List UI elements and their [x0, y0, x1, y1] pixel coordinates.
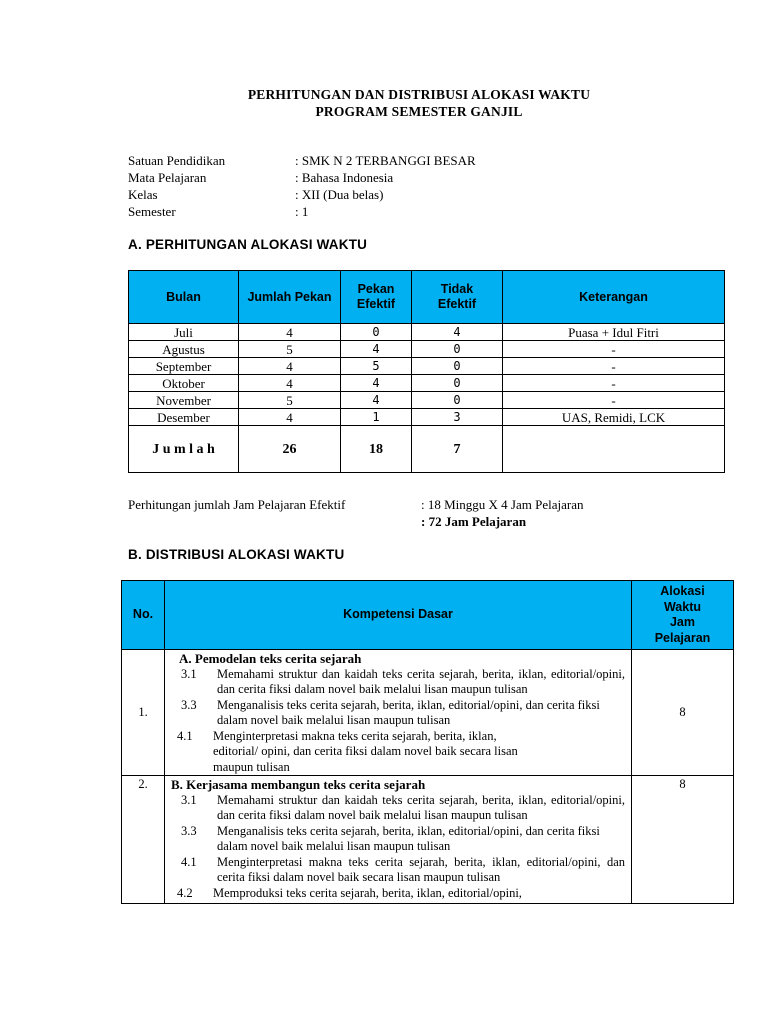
header-kompetensi: Kompetensi Dasar [165, 581, 632, 650]
allocation-table [128, 270, 725, 473]
cell-efektif: 4 [341, 375, 412, 392]
total-label: J u m l a h [129, 426, 239, 473]
table-header-row [129, 271, 725, 324]
cell-bulan: September [129, 358, 239, 375]
header-jumlah-pekan: Jumlah Pekan [239, 271, 341, 324]
table-row [129, 375, 725, 392]
table-row [129, 324, 725, 341]
cell-bulan: Oktober [129, 375, 239, 392]
effective-line1: : 18 Minggu X 4 Jam Pelajaran [421, 497, 584, 512]
cell-jumlah: 4 [239, 358, 341, 375]
cell-tidak: 0 [412, 392, 503, 409]
cell-efektif: 4 [341, 392, 412, 409]
cell-jumlah: 4 [239, 409, 341, 426]
cell-efektif: 0 [341, 324, 412, 341]
info-label: Mata Pelajaran [128, 170, 207, 185]
info-value: : XII (Dua belas) [295, 187, 384, 202]
kd-text: Menganalisis teks cerita sejarah, berita, iklan, editorial/opini, dan cerita fiksi dalam novel baik melalui lisan maupun tulisan [217, 823, 600, 853]
effective-total-row [128, 514, 688, 531]
info-label: Semester [128, 204, 176, 219]
cell-jumlah: 4 [239, 324, 341, 341]
cell-bulan: November [129, 392, 239, 409]
total-efektif: 18 [341, 426, 412, 473]
header-alokasi-line: Pelajaran [654, 630, 711, 645]
cell-tidak: 3 [412, 409, 503, 426]
cell-tidak: 4 [412, 324, 503, 341]
table-row [129, 341, 725, 358]
kd-number: 4.1 [181, 854, 197, 869]
section-b-heading: B. DISTRIBUSI ALOKASI WAKTU [128, 547, 345, 562]
kd-number: 3.1 [181, 792, 197, 807]
cell-keterangan: - [503, 341, 725, 358]
kd-text: Menginterpretasi makna teks cerita sejarah, berita, iklan, editorial/opini, dan cerita fiksi dalam novel baik secara lisan maupun tulisan [217, 854, 625, 884]
cell-keterangan: UAS, Remidi, LCK [503, 409, 725, 426]
table-row [129, 409, 725, 426]
total-keterangan [503, 426, 725, 473]
kd-number: 3.3 [181, 697, 197, 712]
cell-tidak: 0 [412, 375, 503, 392]
cell-jumlah: 4 [239, 375, 341, 392]
table-row [122, 650, 734, 776]
header-keterangan: Keterangan [503, 271, 725, 324]
header-alokasi-line: Waktu [663, 599, 702, 614]
kd-number: 3.1 [181, 666, 197, 681]
total-tidak: 7 [412, 426, 503, 473]
info-row-satuan [128, 153, 628, 170]
kd-text: Memahami struktur dan kaidah teks cerita sejarah, berita, iklan, editorial/opini, dan cerita fiksi dalam novel baik melalui lisan maupun tulisan [217, 666, 625, 696]
cell-jumlah: 5 [239, 392, 341, 409]
cell-efektif: 1 [341, 409, 412, 426]
header-bulan: Bulan [129, 271, 239, 324]
kd-text: Menginterpretasi makna teks cerita sejarah, berita, iklan, editorial/ opini, dan cerita fiksi dalam novel baik secara lisan maupun tulisan [213, 728, 518, 774]
cell-no: 1. [122, 650, 165, 776]
table-row [129, 358, 725, 375]
info-row-kelas [128, 187, 628, 204]
kd-number: 4.1 [177, 728, 193, 743]
cell-tidak: 0 [412, 341, 503, 358]
cell-kompetensi [165, 776, 632, 904]
kd-item [165, 729, 631, 776]
cell-bulan: Juli [129, 324, 239, 341]
header-pekan-efektif-text: Pekan Efektif [356, 282, 396, 311]
cell-alokasi: 8 [632, 776, 734, 904]
cell-kompetensi [165, 650, 632, 776]
kd-item [165, 824, 631, 855]
header-tidak-efektif [412, 271, 503, 324]
effective-line2: : 72 Jam Pelajaran [421, 514, 527, 529]
cell-bulan: Desember [129, 409, 239, 426]
cell-keterangan: - [503, 358, 725, 375]
info-value: : SMK N 2 TERBANGGI BESAR [295, 153, 476, 168]
kd-item [165, 886, 631, 902]
kd-item [165, 667, 631, 698]
header-alokasi-line: Jam [669, 615, 696, 629]
info-row-semester [128, 204, 628, 221]
kd-number: 3.3 [181, 823, 197, 838]
info-label: Satuan Pendidikan [128, 153, 226, 168]
document-title-line1: PERHITUNGAN DAN DISTRIBUSI ALOKASI WAKTU [247, 87, 591, 102]
info-value: : Bahasa Indonesia [295, 170, 394, 185]
cell-tidak: 0 [412, 358, 503, 375]
kd-item [165, 793, 631, 824]
cell-no: 2. [122, 776, 165, 904]
document-title-line2: PROGRAM SEMESTER GANJIL [315, 104, 523, 119]
info-value: : 1 [295, 204, 309, 219]
kd-item [165, 698, 631, 729]
section-a-heading: A. PERHITUNGAN ALOKASI WAKTU [128, 237, 368, 252]
total-jumlah: 26 [239, 426, 341, 473]
kd-text: Memahami struktur dan kaidah teks cerita sejarah, berita, iklan, editorial/opini, dan cerita fiksi dalam novel baik melalui lisan maupun tulisan [217, 792, 625, 822]
effective-label: Perhitungan jumlah Jam Pelajaran Efektif [128, 497, 346, 512]
cell-jumlah: 5 [239, 341, 341, 358]
table-total-row [129, 426, 725, 473]
table-header-row [122, 581, 734, 650]
cell-keterangan: Puasa + Idul Fitri [503, 324, 725, 341]
info-row-mapel [128, 170, 628, 187]
kd-title: B. Kerjasama membangun teks cerita sejarah [171, 777, 426, 792]
header-alokasi [632, 581, 734, 650]
kd-item [165, 855, 631, 886]
cell-bulan: Agustus [129, 341, 239, 358]
cell-efektif: 4 [341, 341, 412, 358]
kd-text: Menganalisis teks cerita sejarah, berita, iklan, editorial/opini, dan cerita fiksi dalam novel baik melalui lisan maupun tulisan [217, 697, 600, 727]
header-pekan-efektif [341, 271, 412, 324]
cell-keterangan: - [503, 392, 725, 409]
header-alokasi-line: Alokasi [660, 584, 705, 598]
cell-alokasi: 8 [632, 650, 734, 776]
header-tidak-efektif-text: Tidak Efektif [437, 282, 477, 311]
effective-hours-row [128, 497, 688, 514]
kd-text: Memproduksi teks cerita sejarah, berita, iklan, editorial/opini, [213, 885, 522, 900]
kd-title: A. Pemodelan teks cerita sejarah [179, 651, 362, 666]
cell-keterangan: - [503, 375, 725, 392]
table-row [122, 776, 734, 904]
cell-efektif: 5 [341, 358, 412, 375]
info-label: Kelas [128, 187, 158, 202]
table-row [129, 392, 725, 409]
distribution-table [121, 580, 734, 904]
kd-number: 4.2 [177, 885, 193, 900]
header-no: No. [122, 581, 165, 650]
